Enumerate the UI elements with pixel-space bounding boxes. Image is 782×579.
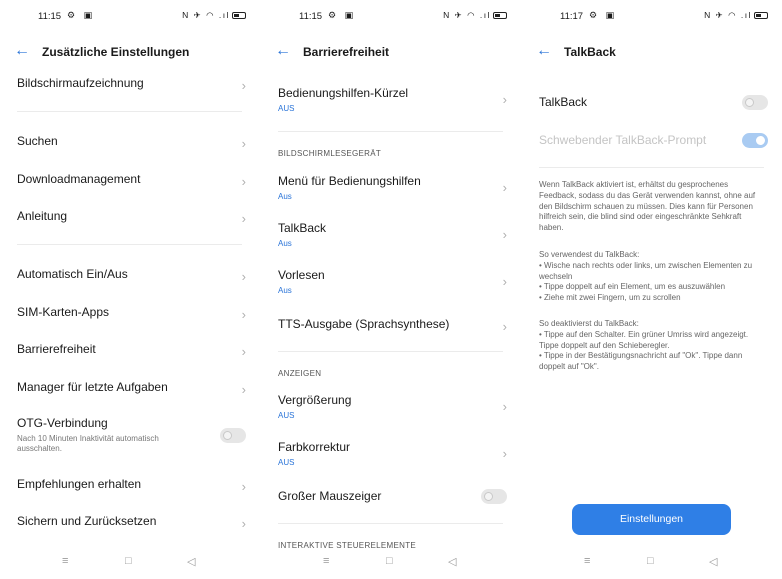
chevron-right-icon: › bbox=[241, 174, 246, 189]
menu-item-label: TTS-Ausgabe (Sprachsynthese) bbox=[278, 317, 450, 331]
menu-item-label: Anleitung bbox=[17, 209, 68, 223]
menu-item-label: Sichern und Zurücksetzen bbox=[17, 514, 157, 528]
screen-accessibility bbox=[261, 0, 521, 579]
battery-icon bbox=[232, 12, 246, 19]
section-header: BILDSCHIRMLESEGERÄT bbox=[278, 149, 382, 158]
menu-item-read-aloud[interactable] bbox=[278, 268, 507, 295]
menu-item-large-pointer bbox=[278, 489, 507, 503]
menu-item-download-manager[interactable] bbox=[17, 172, 246, 189]
menu-item-label: SIM-Karten-Apps bbox=[17, 305, 110, 319]
menu-item-talkback[interactable] bbox=[278, 221, 507, 248]
menu-item-value: Aus bbox=[278, 192, 292, 201]
chevron-right-icon: › bbox=[241, 269, 246, 284]
otg-toggle[interactable] bbox=[220, 428, 246, 443]
menu-item-screen-recording[interactable] bbox=[17, 76, 246, 93]
settings-button[interactable]: Einstellungen bbox=[572, 504, 731, 535]
menu-icon[interactable]: ≡ bbox=[584, 555, 591, 567]
screen-additional-settings bbox=[0, 0, 260, 579]
signal-icons: N ✈ ◠ .ıl bbox=[182, 10, 230, 20]
otg-description: Nach 10 Minuten Inaktivität automatisch ausschalten. bbox=[17, 434, 159, 454]
menu-item-label: Manager für letzte Aufgaben bbox=[17, 380, 168, 394]
usage-title: So verwendest du TalkBack: bbox=[539, 250, 640, 259]
usage-line: • Tippe doppelt auf ein Element, um es auszuwählen bbox=[539, 282, 726, 292]
app-bar bbox=[522, 40, 782, 66]
chevron-right-icon: › bbox=[502, 227, 507, 242]
menu-item-label: Suchen bbox=[17, 134, 58, 148]
menu-item-recommendations[interactable] bbox=[17, 477, 246, 494]
menu-item-label: TalkBack bbox=[278, 221, 327, 235]
back-icon[interactable]: ◁ bbox=[448, 556, 457, 568]
talkback-label: TalkBack bbox=[539, 95, 588, 109]
page-title: TalkBack bbox=[564, 45, 616, 59]
status-system-icons bbox=[182, 10, 246, 21]
menu-item-label: Vergrößerung bbox=[278, 393, 352, 407]
status-notification-icons: ⚙ ▣ bbox=[328, 10, 357, 20]
chevron-right-icon: › bbox=[241, 344, 246, 359]
menu-item-tts-output[interactable] bbox=[278, 317, 507, 334]
menu-icon[interactable]: ≡ bbox=[62, 555, 69, 567]
app-bar bbox=[0, 40, 260, 66]
menu-item-value: Aus bbox=[278, 239, 292, 248]
menu-item-recent-tasks-manager[interactable] bbox=[17, 380, 246, 397]
status-system-icons bbox=[704, 10, 768, 21]
talkback-switch-row bbox=[539, 95, 768, 109]
chevron-right-icon: › bbox=[241, 307, 246, 322]
back-icon[interactable]: ◁ bbox=[709, 556, 718, 568]
large-pointer-toggle[interactable] bbox=[481, 489, 507, 504]
menu-item-backup-reset[interactable] bbox=[17, 514, 246, 531]
signal-icons: N ✈ ◠ .ıl bbox=[443, 10, 491, 20]
status-bar bbox=[522, 8, 782, 24]
deactivate-instructions bbox=[539, 319, 767, 373]
chevron-right-icon: › bbox=[241, 479, 246, 494]
menu-item-value: AUS bbox=[278, 411, 295, 420]
menu-item-search[interactable] bbox=[17, 134, 246, 151]
chevron-right-icon: › bbox=[502, 319, 507, 334]
menu-icon[interactable]: ≡ bbox=[323, 555, 330, 567]
status-time: 11:17 bbox=[560, 11, 584, 22]
divider bbox=[278, 351, 503, 352]
floating-prompt-row bbox=[539, 133, 768, 147]
menu-item-label: Barrierefreiheit bbox=[17, 342, 96, 356]
page-title: Barrierefreiheit bbox=[303, 45, 390, 59]
section-header: ANZEIGEN bbox=[278, 369, 322, 378]
menu-item-label: OTG-Verbindung bbox=[17, 416, 108, 430]
menu-item-color-correction[interactable] bbox=[278, 440, 507, 467]
chevron-right-icon: › bbox=[502, 180, 507, 195]
status-bar bbox=[0, 8, 260, 24]
chevron-right-icon: › bbox=[241, 136, 246, 151]
chevron-right-icon: › bbox=[241, 211, 246, 226]
chevron-right-icon: › bbox=[241, 516, 246, 531]
menu-item-label: Bedienungshilfen-Kürzel bbox=[278, 86, 409, 100]
floating-prompt-toggle[interactable] bbox=[742, 133, 768, 148]
back-arrow-icon[interactable]: ← bbox=[14, 42, 30, 59]
divider bbox=[278, 523, 503, 524]
signal-icons: N ✈ ◠ .ıl bbox=[704, 10, 752, 20]
navigation-bar bbox=[522, 555, 782, 569]
menu-item-label: Vorlesen bbox=[278, 268, 325, 282]
menu-item-label: Großer Mauszeiger bbox=[278, 489, 382, 503]
home-icon[interactable]: □ bbox=[386, 555, 393, 567]
deactivate-line: • Tippe in der Bestätigungsnachricht auf "Ok". Tippe dann doppelt auf "Ok". bbox=[539, 351, 743, 372]
chevron-right-icon: › bbox=[502, 274, 507, 289]
status-time: 11:15 bbox=[38, 11, 62, 22]
chevron-right-icon: › bbox=[241, 78, 246, 93]
menu-item-value: Aus bbox=[278, 286, 292, 295]
section-header: INTERAKTIVE STEUERELEMENTE bbox=[278, 541, 417, 548]
menu-item-otg bbox=[17, 416, 246, 455]
deactivate-title: So deaktivierst du TalkBack: bbox=[539, 319, 639, 328]
chevron-right-icon: › bbox=[241, 382, 246, 397]
menu-item-label: Menü für Bedienungshilfen bbox=[278, 174, 421, 188]
menu-item-label: Empfehlungen erhalten bbox=[17, 477, 142, 491]
menu-item-shortcut[interactable] bbox=[278, 86, 507, 113]
divider bbox=[17, 111, 242, 112]
menu-item-accessibility[interactable] bbox=[17, 342, 246, 359]
usage-line: • Wische nach rechts oder links, um zwischen Elementen zu wechseln bbox=[539, 260, 753, 281]
menu-item-accessibility-menu[interactable] bbox=[278, 174, 507, 201]
divider bbox=[17, 244, 242, 245]
menu-item-guide[interactable] bbox=[17, 209, 246, 226]
menu-item-label: Automatisch Ein/Aus bbox=[17, 267, 128, 281]
status-notification-icons: ⚙ ▣ bbox=[589, 10, 618, 20]
menu-item-label: Farbkorrektur bbox=[278, 440, 351, 454]
deactivate-line: • Tippe auf den Schalter. Ein grüner Umriss wird angezeigt. Tippe doppelt auf den Schieberegler. bbox=[539, 329, 749, 350]
chevron-right-icon: › bbox=[502, 92, 507, 107]
status-time: 11:15 bbox=[299, 11, 323, 22]
back-arrow-icon[interactable]: ← bbox=[275, 42, 291, 59]
menu-item-auto-on-off[interactable] bbox=[17, 267, 246, 284]
talkback-toggle[interactable] bbox=[742, 95, 768, 110]
screen-talkback bbox=[522, 0, 782, 579]
status-notification-icons: ⚙ ▣ bbox=[67, 10, 96, 20]
navigation-bar bbox=[261, 555, 521, 569]
home-icon[interactable]: □ bbox=[647, 555, 654, 567]
menu-item-magnification[interactable] bbox=[278, 393, 507, 420]
chevron-right-icon: › bbox=[502, 446, 507, 461]
back-arrow-icon[interactable]: ← bbox=[536, 42, 552, 59]
usage-line: • Ziehe mit zwei Fingern, um zu scrollen bbox=[539, 293, 681, 303]
menu-item-value: AUS bbox=[278, 458, 295, 467]
chevron-right-icon: › bbox=[502, 399, 507, 414]
menu-item-label: Bildschirmaufzeichnung bbox=[17, 76, 144, 90]
navigation-bar bbox=[0, 555, 260, 569]
back-icon[interactable]: ◁ bbox=[187, 556, 196, 568]
divider bbox=[278, 131, 503, 132]
home-icon[interactable]: □ bbox=[125, 555, 132, 567]
battery-icon bbox=[493, 12, 507, 19]
status-bar bbox=[261, 8, 521, 24]
menu-item-label: Downloadmanagement bbox=[17, 172, 141, 186]
battery-icon bbox=[754, 12, 768, 19]
talkback-description: Wenn TalkBack aktiviert ist, erhältst du gesprochenes Feedback, sodass du das Gerät verwenden kannst, ohne auf den Bildschirm schauen zu müssen. Dies kann für Personen hilfreich sein, die blind sind oder eingeschränkte Sehkraft haben. bbox=[539, 180, 756, 233]
page-title: Zusätzliche Einstellungen bbox=[42, 45, 190, 59]
menu-item-sim-apps[interactable] bbox=[17, 305, 246, 322]
menu-item-value: AUS bbox=[278, 104, 295, 113]
usage-instructions bbox=[539, 250, 767, 304]
status-system-icons bbox=[443, 10, 507, 21]
divider bbox=[539, 167, 764, 168]
app-bar bbox=[261, 40, 521, 66]
floating-prompt-label: Schwebender TalkBack-Prompt bbox=[539, 133, 707, 147]
